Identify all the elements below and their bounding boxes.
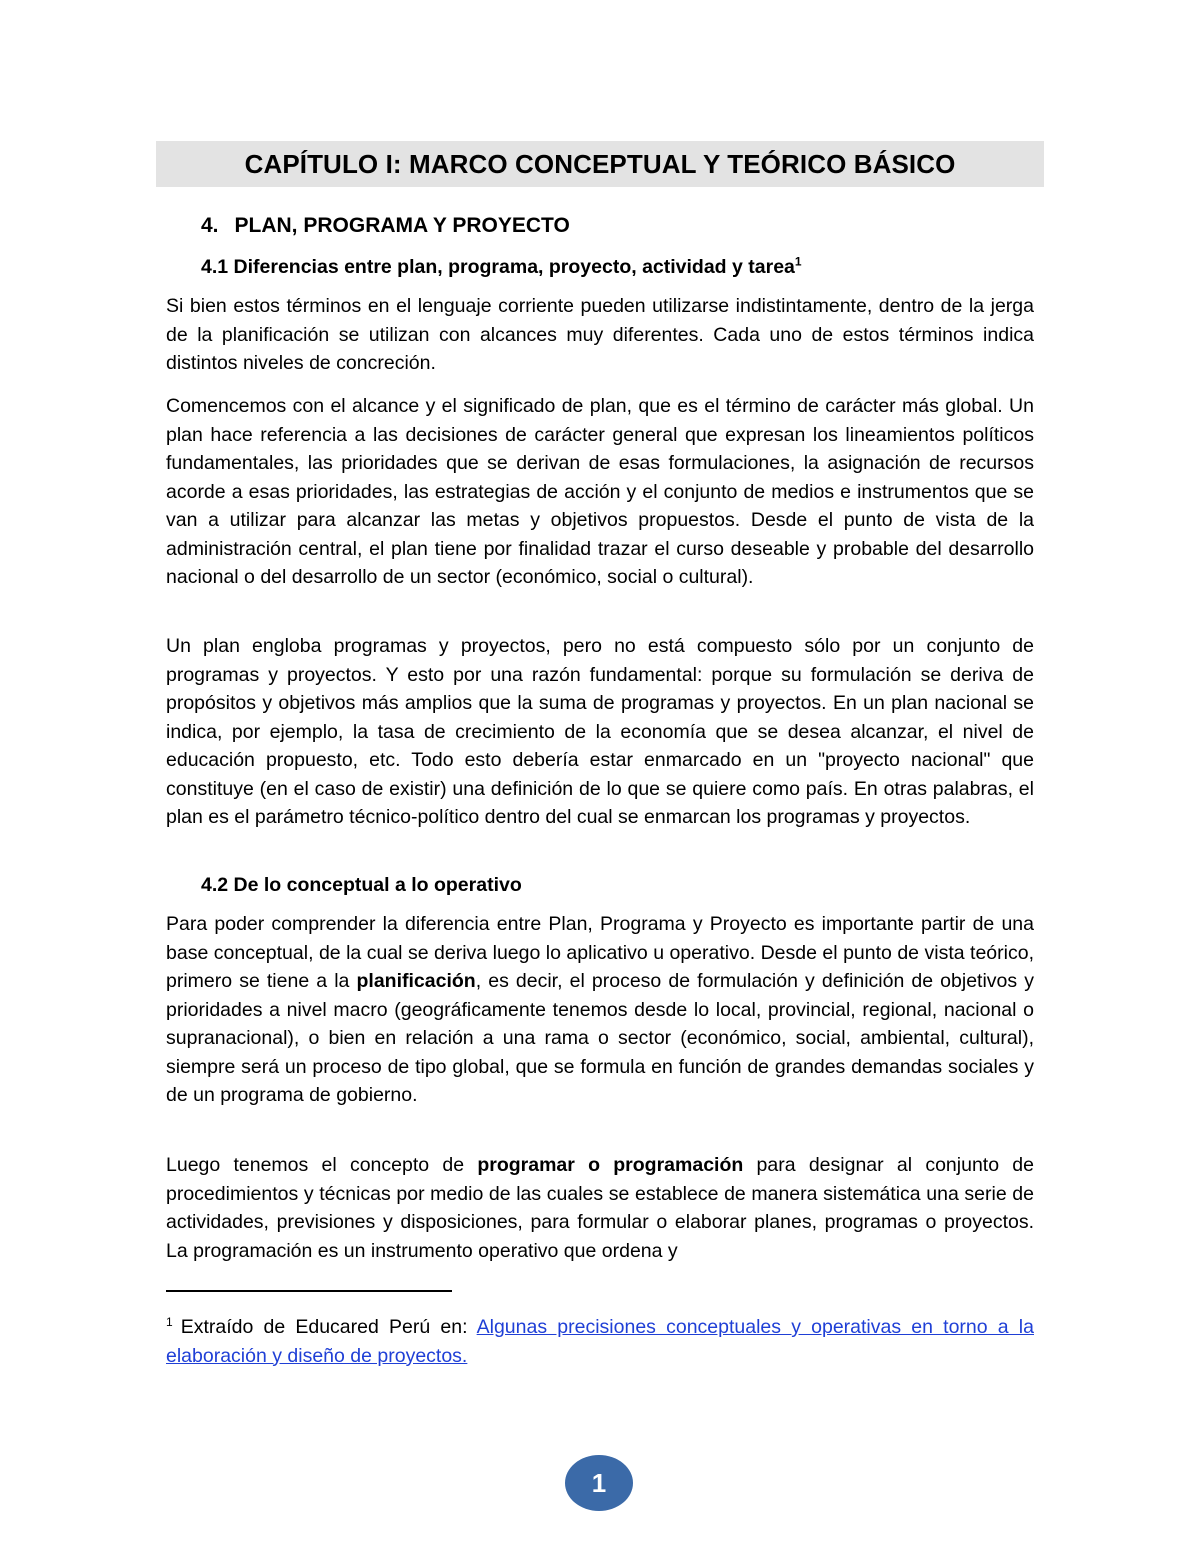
footnote-reference[interactable]: 1 [794,254,802,269]
footnote-link[interactable]: Algunas precisiones conceptuales y operativas en torno a la elaboración y diseño de proyectos. [166,1316,1034,1367]
paragraph-plan-engloba: Un plan engloba programas y proyectos, pero no está compuesto sólo por un conjunto de programas y proyectos. Y esto por una razón fundamental: porque su formulación se deriva de propósitos y objetivos más amplios que la suma de programas y proyectos. En un plan nacional se indica, por ejemplo, la tasa de crecimiento de la economía que se desea alcanzar, el nivel de educación propuesto, etc. Todo esto debería estar enmarcado en un "proyecto nacional" que constituye (en el caso de existir) una definición de lo que se quiere como país. En otras palabras, el plan es el parámetro técnico-político dentro del cual se enmarcan los programas y proyectos. [166,635,1034,828]
text-run: Luego tenemos el concepto de [166,1154,478,1176]
section-number: 4. [201,214,219,237]
footnote [166,1313,1034,1370]
chapter-banner [156,141,1044,187]
page-number-badge [565,1455,633,1511]
page-number: 1 [591,1467,607,1498]
subsection-heading-4-1 [201,256,802,279]
text-run: , es decir, el proceso de formulación y definición de objetivos y prioridades a nivel macro (geográficamente tenemos desde lo local, provincial, regional, nacional o supranacional), o bien en relación a una rama o sector (económico, social, ambiental, cultural), siempre será un proceso de tipo global, que se formula en función de grandes demandas sociales y de un programa de gobierno. [166,970,1034,1106]
subsection-title: 4.1 Diferencias entre plan, programa, proyecto, actividad y tarea [201,256,795,278]
text-run: para designar al conjunto de procedimientos y técnicas por medio de las cuales se establece de manera sistemática una serie de actividades, previsiones y disposiciones, para formular o elaborar planes, programas o proyectos. La programación es un instrumento operativo que ordena y [166,1154,1034,1262]
paragraph-planificacion [166,910,1034,1110]
chapter-title: CAPÍTULO I: MARCO CONCEPTUAL Y TEÓRICO BÁSICO [244,148,956,179]
section-heading [201,214,570,238]
footnote-divider [166,1290,452,1292]
paragraph-intro: Si bien estos términos en el lenguaje corriente pueden utilizarse indistintamente, dentro de la jerga de la planificación se utilizan con alcances muy diferentes. Cada uno de estos términos indica distintos niveles de concreción. [166,295,1034,374]
bold-term-planificacion: planificación [356,970,476,992]
footnote-text: Extraído de Educared Perú en: [180,1316,477,1338]
bold-term-programacion: programar o programación [477,1154,744,1176]
subsection-title: 4.2 De lo conceptual a lo operativo [201,874,522,896]
text-run: Para poder comprender la diferencia entre Plan, Programa y Proyecto es importante partir de una base conceptual, de la cual se deriva luego lo aplicativo u operativo. Desde el punto de vista teórico, primero se tiene a la [166,913,1034,992]
subsection-heading-4-2 [201,874,522,897]
paragraph-plan: Comencemos con el alcance y el significado de plan, que es el término de carácter más global. Un plan hace referencia a las decisiones de carácter general que expresan los lineamientos políticos fundamentales, las prioridades que se derivan de esas formulaciones, la asignación de recursos acorde a esas prioridades, las estrategias de acción y el conjunto de medios e instrumentos que se van a utilizar para alcanzar las metas y objetivos propuestos. Desde el punto de vista de la administración central, el plan tiene por finalidad trazar el curso deseable y probable del desarrollo nacional o del desarrollo de un sector (económico, social o cultural). [166,395,1034,588]
section-title: PLAN, PROGRAMA Y PROYECTO [234,214,570,237]
paragraph-programacion [166,1151,1034,1265]
footnote-marker: 1 [166,1314,173,1329]
